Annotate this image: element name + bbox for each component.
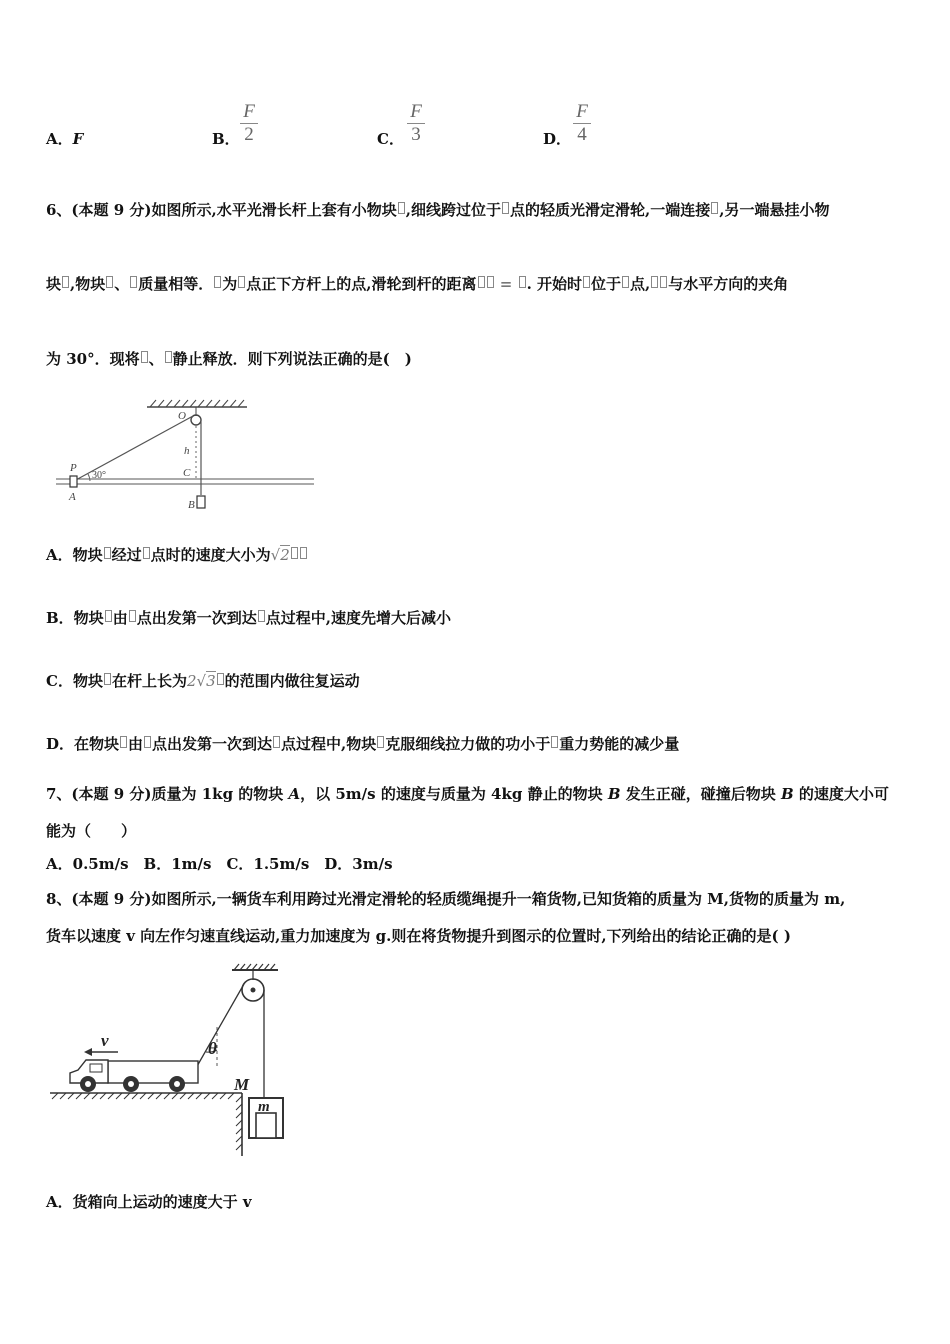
q8-stem-line1: 8、(本题 9 分)如图所示,一辆货车利用跨过光滑定滑轮的轻质缆绳提升一箱货物,已知货箱的质量为 M,货物的质量为 m, <box>46 890 846 908</box>
q6-option-a: A．物块 经过 点时的速度大小为√2 <box>46 544 308 565</box>
q8-stem-line2: 货车以速度 v 向左作匀速直线运动,重力加速度为 g.则在将货物提升到图示的位置时,下列给出的结论正确的是( ) <box>46 927 791 945</box>
q6-figure-label-o: O <box>178 410 186 422</box>
q7-options: A．0.5m/s B．1m/s C．1.5m/s D．3m/s <box>46 855 393 873</box>
q5-option-d-fraction: F 4 <box>571 102 593 145</box>
q5-option-a: A．F <box>46 130 84 148</box>
q8-option-a: A．货箱向上运动的速度大于 v <box>46 1193 252 1211</box>
q8-figure-label-m-upper: M <box>234 1075 250 1094</box>
q8-truck-pulley-figure <box>46 962 296 1158</box>
q6-figure-label-b: B <box>188 499 195 511</box>
q6-figure-label-c: C <box>183 467 191 479</box>
q6-option-b: B．物块 由 点出发第一次到达 点过程中,速度先增大后减小 <box>46 609 451 627</box>
q8-figure-label-m-lower: m <box>258 1099 270 1115</box>
q7-stem-line1: 7、(本题 9 分)质量为 1kg 的物块 A，以 5m/s 的速度与质量为 4kg 静止的物块 B 发生正碰，碰撞后物块 B 的速度大小可 <box>46 785 889 803</box>
q6-figure-label-angle: 30° <box>92 470 106 481</box>
q5-option-b-fraction: F 2 <box>238 102 260 145</box>
q6-stem-line2: 块 ,物块 、 质量相等． 为 点正下方杆上的点,滑轮到杆的距离 = . 开始时 位于 点, 与水平方向的夹角 <box>46 275 789 293</box>
q7-stem-line2: 能为（ ） <box>46 822 137 840</box>
q6-option-c: C．物块 在杆上长为2√3 的范围内做往复运动 <box>46 672 360 690</box>
q6-option-a-expr: 2 <box>280 546 290 564</box>
q6-figure-label-h: h <box>184 445 190 457</box>
q5-option-b-label: B． <box>212 130 240 148</box>
q6-stem-line1: 6、(本题 9 分)如图所示,水平光滑长杆上套有小物块 ,细线跨过位于 点的轻质光滑定滑轮,一端连接 ,另一端悬挂小物 <box>46 201 830 219</box>
q5-option-c-fraction: F 3 <box>405 102 427 145</box>
q6-option-d: D．在物块 由 点出发第一次到达 点过程中,物块 克服细线拉力做的功小于 重力势能的减少量 <box>46 735 680 753</box>
q8-figure-label-theta: θ <box>208 1039 217 1058</box>
q6-figure-label-a: A <box>69 491 76 503</box>
q8-figure-label-v: v <box>101 1031 109 1050</box>
q6-stem-line3: 为 30°．现将 、 静止释放．则下列说法正确的是( ) <box>46 350 412 368</box>
q6-figure-label-p: P <box>70 462 77 474</box>
q5-option-d-label: D． <box>543 130 572 148</box>
q5-option-c-label: C． <box>377 130 404 148</box>
q6-pulley-figure <box>52 398 320 516</box>
